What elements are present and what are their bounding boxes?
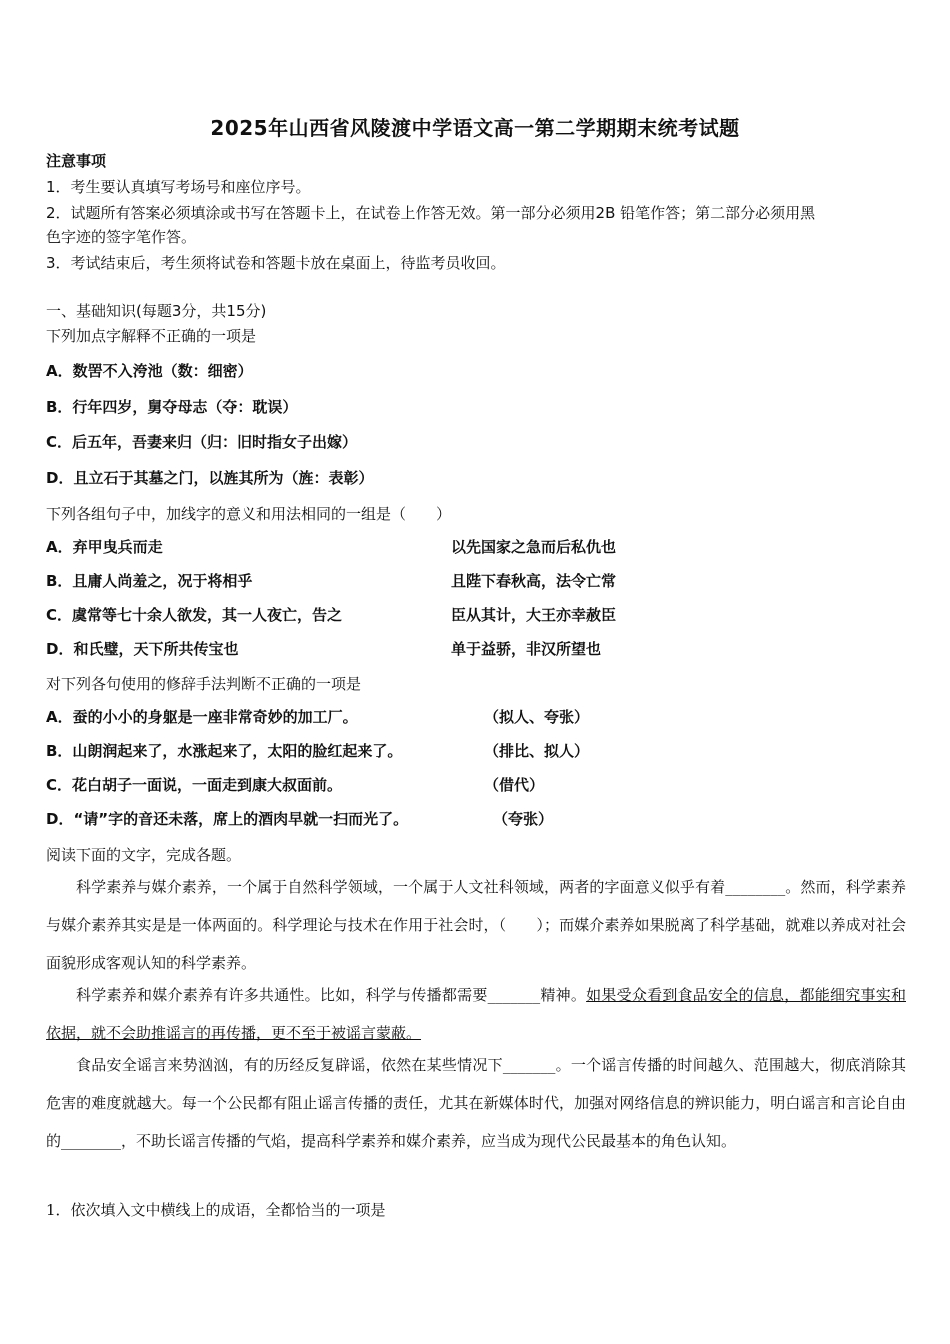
notice-heading: 注意事项 [46, 152, 107, 170]
notice-item: 1．考生要认真填写考场号和座位序号。 [46, 178, 311, 196]
notice-item: 色字迹的签字笔作答。 [46, 228, 197, 246]
paragraph-2-text: 科学素养和媒介素养有许多共通性。比如，科学与传播都需要_______精神。 [76, 986, 587, 1004]
option-b-right: 且陛下春秋高，法令亡常 [451, 572, 617, 590]
underlined-sentence: 如果受众看到食品安全的信息，都能细究事实和依据，就不会助推谣言的再传播，更不至于被谣言蒙蔽。 [46, 986, 906, 1042]
option-d-right: 单于益骄，非汉所望也 [451, 640, 602, 658]
option-c-right: （借代） [484, 776, 545, 794]
question-stem: 对下列各句使用的修辞手法判断不正确的一项是 [46, 675, 362, 693]
reading-paragraph-1: 科学素养与媒介素养，一个属于自然科学领域，一个属于人文社科领域，两者的字面意义似乎有着________。然而，科学素养与媒介素养其实是是一体两面的。科学理论与技术在作用于社会时，（ ）；而媒介素养如果脱离了科学基础，就难以养成对社会面貌形成客观认知的科学素养。 [46, 878, 906, 972]
option-c-left: C．花白胡子一面说，一面走到康大叔面前。 [46, 776, 343, 794]
question-stem: 下列各组句子中，加线字的意义和用法相同的一组是（ ） [46, 505, 452, 523]
option-b: B．行年四岁，舅夺母志（夺：耽误） [46, 398, 298, 416]
option-d-right: （夸张） [493, 810, 554, 828]
option-d-left: D．“请”字的音还未落，席上的酒肉早就一扫而光了。 [46, 810, 409, 828]
option-b-right: （排比、拟人） [484, 742, 590, 760]
option-c: C．后五年，吾妻来归（归：旧时指女子出嫁） [46, 433, 358, 451]
question-stem: 1．依次填入文中横线上的成语，全都恰当的一项是 [46, 1201, 386, 1219]
option-c-left: C．虞常等七十余人欲发，其一人夜亡，告之 [46, 606, 343, 624]
option-a-left: A．蚕的小小的身躯是一座非常奇妙的加工厂。 [46, 708, 358, 726]
reading-intro: 阅读下面的文字，完成各题。 [46, 846, 242, 864]
section-heading: 一、基础知识(每题3分，共15分) [46, 302, 267, 320]
notice-item: 2．试题所有答案必须填涂或书写在答题卡上，在试卷上作答无效。第一部分必须用2B 铅笔作答；第二部分必须用黑 [46, 204, 816, 222]
option-a: A．数罟不入洿池（数：细密） [46, 362, 253, 380]
option-b-left: B．且庸人尚羞之，况于将相乎 [46, 572, 253, 590]
option-a-right: （拟人、夸张） [484, 708, 590, 726]
option-b-left: B．山朗润起来了，水涨起来了，太阳的脸红起来了。 [46, 742, 403, 760]
page-title: 2025年山西省风陵渡中学语文高一第二学期期末统考试题 [210, 116, 740, 140]
question-stem: 下列加点字解释不正确的一项是 [46, 327, 257, 345]
option-d-left: D．和氏璧，天下所共传宝也 [46, 640, 239, 658]
option-c-right: 臣从其计，大王亦幸赦臣 [451, 606, 617, 624]
reading-paragraph-3: 食品安全谣言来势汹汹，有的历经反复辟谣，依然在某些情况下_______。一个谣言传播的时间越久、范围越大，彻底消除其危害的难度就越大。每一个公民都有阻止谣言传播的责任，尤其在新媒体时代，加强对网络信息的辨识能力，明白谣言和言论自由的________，不助长谣言传播的气焰，提高科学素养和媒介素养，应当成为现代公民最基本的角色认知。 [46, 1056, 906, 1150]
option-a-left: A．弃甲曳兵而走 [46, 538, 163, 556]
notice-item: 3．考试结束后，考生须将试卷和答题卡放在桌面上，待监考员收回。 [46, 254, 506, 272]
option-d: D．且立石于其墓之门，以旌其所为（旌：表彰） [46, 469, 374, 487]
reading-paragraph-2 [46, 976, 906, 1052]
option-a-right: 以先国家之急而后私仇也 [451, 538, 617, 556]
